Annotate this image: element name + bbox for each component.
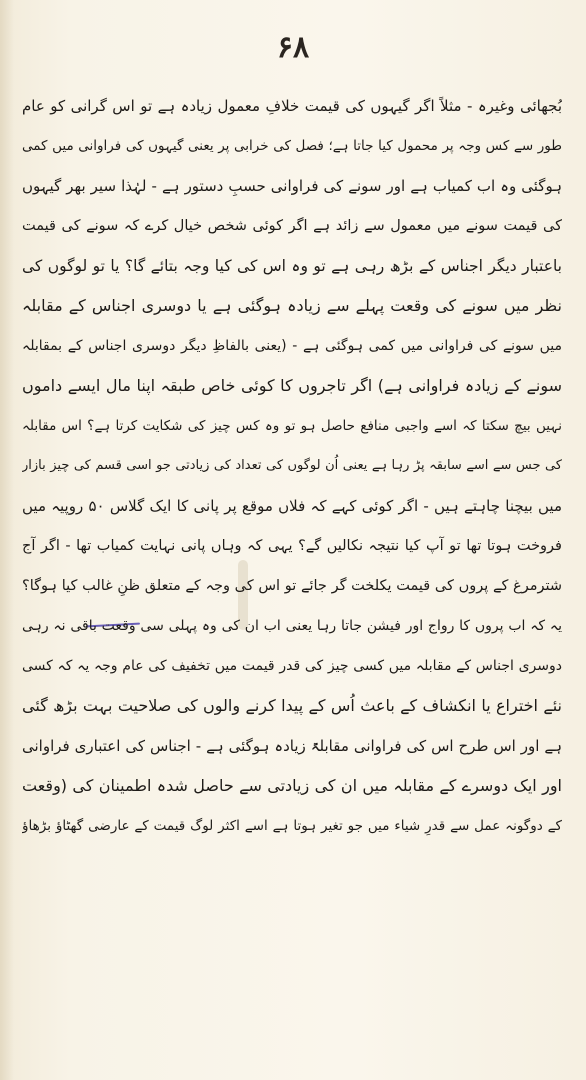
text-line: یہ کہ اب پروں کا رواج اور فیشن جاتا رہا یعنی اب ان کی وہ پہلی سی وقعت باقی نہ رہی <box>22 618 562 634</box>
text-line: کی قیمت سونے میں معمول سے زائد ہے اگر کوئی شخص خیال کرے کہ سونے کی قیمت <box>22 218 562 234</box>
text-line: نہیں بیچ سکتا کہ اسے واجبی منافع حاصل ہو تو وہ کس چیز کی شکایت کرتا ہے؟ اس مقابلہ <box>22 418 562 434</box>
binding-shadow <box>0 0 14 1080</box>
text-line: کے دوگونہ عمل سے قدرِ شیاء میں جو تغیر ہوتا ہے اسے اکثر لوگ قیمت کے عارضی گھٹاؤ بڑھاؤ <box>22 818 562 834</box>
text-line: فروخت ہوتا تھا تو آپ کیا نتیجہ نکالیں گے؟ یہی کہ وہاں پانی نہایت کمیاب تھا - اگر آج <box>22 538 562 554</box>
text-line: کی جس سے اسے سابقہ پڑ رہا ہے یعنی اُن لوگوں کی تعداد کی زیادتی جو اسی قسم کی چیز بازار <box>22 458 562 473</box>
text-line: دوسری اجناس کے مقابلہ میں کسی چیز کی قدر قیمت میں تخفیف کی عام وجہ یہ کہ کسی <box>22 658 562 674</box>
text-line: نظر میں سونے کی وقعت پہلے سے زیادہ ہوگئی ہے یا دوسری اجناس کے مقابلہ <box>22 296 562 315</box>
text-line: ہوگئی وہ اب کمیاب ہے اور سونے کی فراوانی حسبِ دستور ہے - لہٰذا سیر بھر گیہوں <box>22 177 562 195</box>
text-line: شترمرغ کے پروں کی قیمت یکلخت گر جائے تو اس کی وجہ کے متعلق ظنِ غالب کیا ہوگا؟ <box>22 578 562 594</box>
text-line: ہے اور اس طرح اس کی فراوانی مقابلۃً زیادہ ہوگئی ہے - اجناس کی اعتباری فراوانی <box>22 737 562 755</box>
text-line: اور ایک دوسرے کے مقابلہ میں ان کی زیادتی سے حاصل شدہ اطمینان کی (وقعت <box>22 776 562 795</box>
text-line: سونے کے زیادہ فراوانی ہے) اگر تاجروں کا کوئی خاص طبقہ اپنا مال ایسے داموں <box>22 376 562 395</box>
text-line: طور سے کس وجہ پر محمول کیا جاتا ہے؛ فصل کی خرابی پر یعنی گیہوں کی فراوانی میں کمی <box>22 138 562 154</box>
text-line: میں سونے کی فراوانی میں کمی ہوگئی ہے - (یعنی بالفاظِ دیگر دوسری اجناس کے بمقابلہ <box>22 338 562 354</box>
text-line: میں بیچنا چاہتے ہیں - اگر کوئی کہے کہ فلاں موقع پر پانی کا ایک گلاس ۵۰ روپیہ میں <box>22 497 562 515</box>
page-number: ۶۸ <box>276 30 310 65</box>
page-body-text <box>22 86 562 846</box>
text-line: نئے اختراع یا انکشاف کے باعث اُس کے پیدا کرنے والوں کی صلاحیت بہت بڑھ گئی <box>22 696 562 715</box>
text-line: بُجھائی وغیرہ - مثلاً اگر گیہوں کی قیمت خلافِ معمول زیادہ ہے تو اس گرانی کو عام <box>22 97 562 115</box>
text-line: باعتبار دیگر اجناس کے بڑھ رہی ہے تو وہ اس کی کیا وجہ بتائے گا؟ یا تو لوگوں کی <box>22 257 562 275</box>
